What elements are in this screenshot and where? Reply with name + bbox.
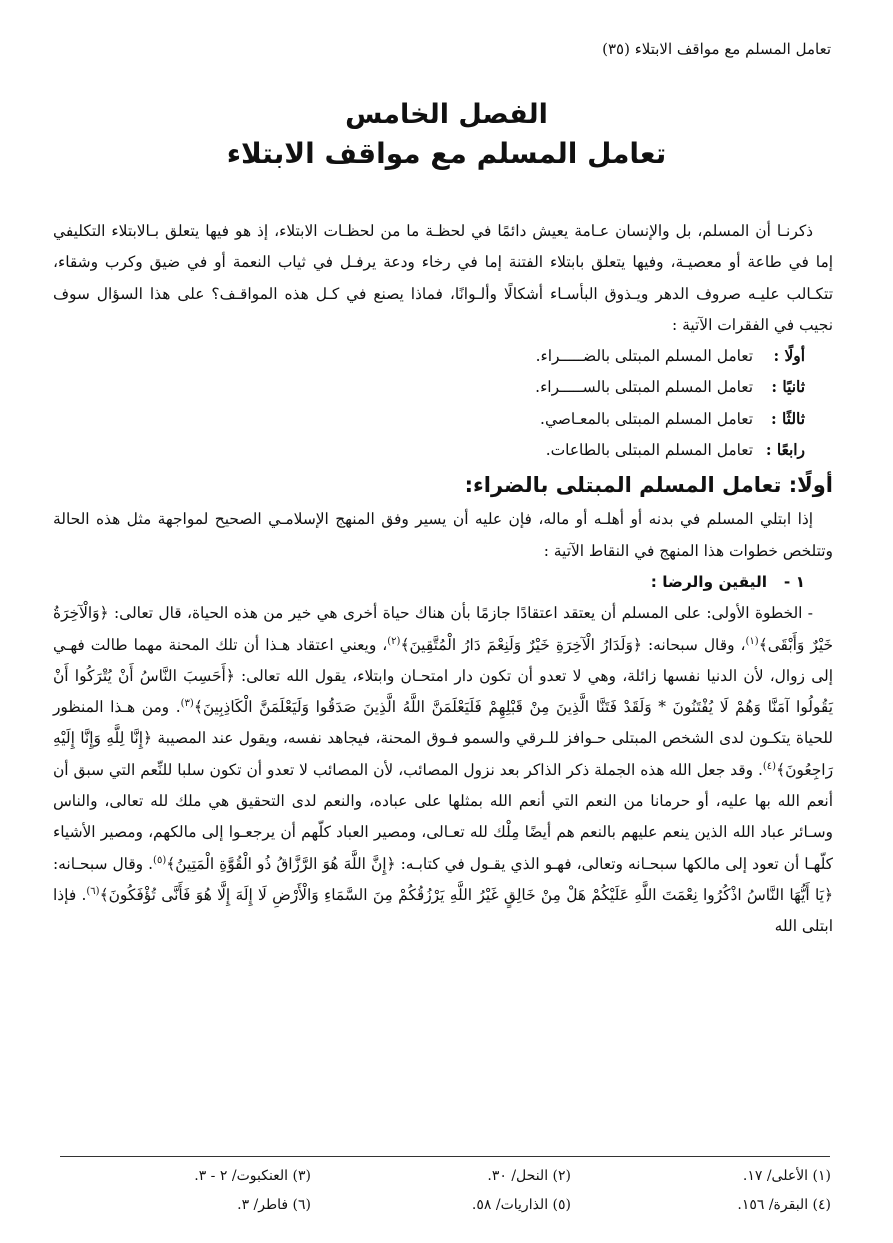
footnote: (٢) النحل/ ٣٠. — [487, 1168, 571, 1184]
footnote: (١) الأعلى/ ١٧. — [742, 1168, 831, 1184]
list-item-number: رابعًا : — [765, 441, 805, 460]
list-item-4 — [53, 435, 833, 466]
text-run: . فإذا ابتلى الله — [53, 885, 833, 936]
list-item-3 — [53, 404, 833, 435]
intro-paragraph: ذكرنـا أن المسلم، بل والإنسان عـامة يعيش دائمًا في لحظـة ما من لحظـات الابتلاء، إذ هو فيها يتعلق بـالابتلاء التكليفي إما في طاعة أو معصيـة، وفيها يتعلق بابتلاء الفتنة إما في رخاء ودعة يرفـل في ثياب النعمة أو في ضيق وكرب وشقاء، تتكـالب عليـه صروف الدهر ويـذوق البأسـاء أشكالًا وألـوانًا، فماذا يصنع في كـل هذه المواقـف؟ على هذا السؤال سوف نجيب في الفقرات الآتية : — [53, 222, 833, 334]
chapter-title: تعامل المسلم مع مواقف الابتلاء — [226, 137, 667, 170]
text-run: ، ويعني اعتقاد هـذا أن تلك المحنة مهما طالت فهـي إلى زوال، لأن الدنيا نفسها زائلة، وهي لا تعدو أن تكون دار امتحـان وابتلاء، يقول الله تعالى: — [53, 635, 833, 685]
section-heading: أولًا: تعامل المسلم المبتلى بالضراء: — [464, 473, 833, 498]
footnote-marker: (١) — [745, 635, 759, 647]
footnote-marker: (٥) — [153, 854, 167, 866]
text-run: ، وقال سبحانه: — [647, 635, 746, 654]
list-item-1 — [53, 341, 833, 372]
text-run: . وقد جعل الله هذه الجملة ذكر الذاكر بعد نزول المصائب، لأن المصائب لا تعدو أن تكون سلبا للنِّعم التي سبق أن أنعم الله بها عليه، أو حرمانا من النعم التي أنعم الله بمثلها على عباده، والنعم لدى التحقيق هي ملك لله تعالى، والناس وسـائر عباد الله الذين ينعم عليهم بالنعم هم أيضًا مِلْك لله تعـالى، ومصير العباد كلّهم أن يرجعـوا إلى مالكهم، ومصير الأشياء كلّهـا أن تعود إلى مالكها سبحـانه وتعالى، فهـو الذي يقـول في كتابـه: — [53, 760, 833, 873]
footnote-row — [61, 1197, 831, 1226]
footnote-marker: (٣) — [180, 698, 194, 710]
list-item-text: تعامل المسلم المبتلى بالســـــراء. — [535, 378, 753, 397]
footnotes — [61, 1168, 831, 1226]
chapter-label: الفصل الخامس — [345, 99, 548, 130]
list-item-number: أولًا : — [773, 347, 805, 366]
quran-verse: ﴿إِنَّ اللَّهَ هُوَ الرَّزَّاقُ ذُو الْقُوَّةِ الْمَتِينُ﴾ — [166, 854, 396, 873]
text-run: . ومن هـذا المنظور للحياة يتكـون لدى الشخص المبتلى حـوافز للـرقي والسمو فـوق المحنة، فيجاهد نفسه، ويقول عند المصيبة — [53, 698, 833, 748]
subsection-heading — [53, 567, 833, 598]
quran-verse: ﴿وَالْآخِرَةُ خَيْرٌ وَأَبْقَى﴾ — [53, 604, 833, 654]
subsection-number: ١ - — [783, 572, 805, 591]
footnote-marker: (٢) — [387, 635, 401, 647]
quran-verse: ﴿وَلَدَارُ الْآخِرَةِ خَيْرٌ وَلَنِعْمَ دَارُ الْمُتَّقِينَ﴾ — [400, 635, 642, 654]
list-item-text: تعامل المسلم المبتلى بالمعـاصي. — [540, 409, 753, 428]
running-head: تعامل المسلم مع مواقف الابتلاء (٣٥) — [602, 40, 831, 58]
chapter-heading — [0, 96, 893, 174]
list-item-2 — [53, 372, 833, 403]
footnote: (٤) البقرة/ ١٥٦. — [737, 1197, 831, 1213]
section-paragraph: إذا ابتلي المسلم في بدنه أو أهلـه أو ماله، فإن عليه أن يسير وفق المنهج الإسلامـي الصحيح لمواجهة مثل هذه الحالة وتتلخص خطوات هذا المنهج في النقاط الآتية : — [53, 510, 833, 560]
footnote: (٦) فاطر/ ٣. — [237, 1197, 311, 1213]
list-item-text: تعامل المسلم المبتلى بالطاعات. — [545, 441, 753, 460]
footnote: (٥) الذاريات/ ٥٨. — [471, 1197, 571, 1213]
body-text — [53, 216, 833, 943]
quran-verse: ﴿أَحَسِبَ النَّاسُ أَنْ يُتْرَكُوا أَنْ يَقُولُوا آمَنَّا وَهُمْ لَا يُفْتَنُونَ * وَلَقَدْ فَتَنَّا الَّذِينَ مِنْ قَبْلِهِمْ فَلَيَعْلَمَنَّ اللَّهُ الَّذِينَ صَدَقُوا وَلَيَعْلَمَنَّ الْكَاذِبِينَ﴾ — [53, 666, 833, 717]
subsection-title: اليقين والرضا : — [650, 572, 767, 591]
list-item-number: ثانيًا : — [771, 378, 805, 397]
footnote-divider — [60, 1156, 830, 1157]
footnote-marker: (٦) — [86, 885, 100, 897]
text-run: - الخطوة الأولى: على المسلم أن يعتقد اعتقادًا جازمًا بأن هناك حياة أخرى هي خير من هذه الحياة، قال تعالى: — [113, 604, 813, 623]
footnote: (٣) العنكبوت/ ٢ - ٣. — [194, 1168, 311, 1184]
list-item-number: ثالثًا : — [770, 409, 805, 428]
quran-verse: ﴿إِنَّا لِلَّهِ وَإِنَّا إِلَيْهِ رَاجِعُونَ﴾ — [53, 729, 833, 779]
step-paragraph — [53, 598, 833, 942]
quran-verse: ﴿يَا أَيُّهَا النَّاسُ اذْكُرُوا نِعْمَتَ اللَّهِ عَلَيْكُمْ هَلْ مِنْ خَالِقٍ غَيْرُ اللَّهِ يَرْزُقُكُمْ مِنَ السَّمَاءِ وَالْأَرْضِ لَا إِلَهَ إِلَّا هُوَ فَأَنَّى تُؤْفَكُونَ﴾ — [99, 885, 833, 904]
text-run: . وقال سبحـانه: — [53, 854, 154, 873]
footnote-row — [61, 1168, 831, 1197]
footnote-marker: (٤) — [762, 760, 777, 772]
list-item-text: تعامل المسلم المبتلى بالضـــــراء. — [535, 347, 753, 366]
